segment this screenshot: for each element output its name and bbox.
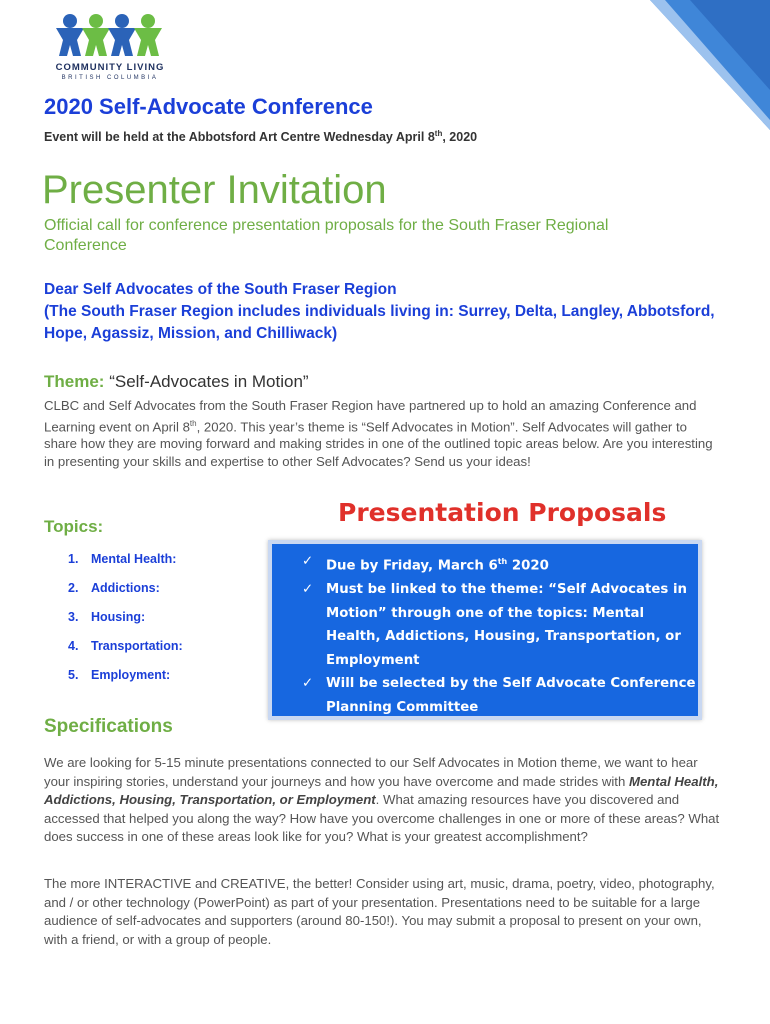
subtitle-text: Event will be held at the Abbotsford Art Centre Wednesday April 8 <box>44 130 435 145</box>
topic-number: 5. <box>68 668 79 682</box>
clbc-logo <box>48 12 168 84</box>
theme-body-a: CLBC and Self Advocates from the South Fraser Region have partnered up to hold an amazing Conference and Learning event on April 8 <box>44 398 697 434</box>
deadline-text: Due by Friday, March 6 <box>326 558 498 574</box>
specifications-heading: Specifications <box>44 716 173 737</box>
topic-label: Housing: <box>91 610 146 624</box>
proposal-item <box>302 550 697 578</box>
spec-p1-topics: Mental Health, Addictions, Housing, Transportation, or Employment <box>44 773 719 807</box>
selection-note: Will be selected by the Self Advocate Conference Planning Committee <box>326 676 696 715</box>
topic-item <box>68 668 183 697</box>
topic-number: 2. <box>68 581 79 595</box>
theme-body-b: , 2020. This year’s theme is “Self Advocates in Motion”. Self Advocates will gather to share how they are moving forward and making strides in one of the outlined topic areas below. Are you interesting in presenting your skills and expertise to other Self Advocates? Send us your ideas! <box>44 418 713 469</box>
topic-item <box>68 581 183 610</box>
checkmark-icon: ✓ <box>302 554 314 569</box>
figure-body <box>134 28 162 56</box>
figure-body <box>82 28 110 56</box>
spec-p1-a: We are looking for 5-15 minute presentations connected to our Self Advocates in Motion theme, we want to hear your inspiring stories, understand your journeys and how you have overcome and made strides with <box>44 755 698 789</box>
topic-number: 1. <box>68 552 79 566</box>
presenter-invitation-title: Presenter Invitation <box>42 168 387 212</box>
figure-head <box>115 14 129 28</box>
conference-title: 2020 Self-Advocate Conference <box>44 94 373 119</box>
theme-heading <box>44 372 309 392</box>
people-figures-icon <box>56 12 164 60</box>
deadline-year: 2020 <box>507 558 549 574</box>
proposal-item <box>302 578 697 672</box>
theme-body-sup: th <box>189 418 197 428</box>
salutation <box>44 279 734 345</box>
specifications-paragraph-1 <box>44 754 724 847</box>
theme-value: “Self-Advocates in Motion” <box>109 372 309 391</box>
proposals-box <box>268 540 702 720</box>
corner-decoration <box>620 0 770 130</box>
logo-name: COMMUNITY LIVING <box>55 62 165 73</box>
conference-subtitle <box>44 129 477 144</box>
figure-head <box>89 14 103 28</box>
theme-description <box>44 397 714 470</box>
presentation-proposals-title: Presentation Proposals <box>338 498 667 527</box>
figure-body <box>108 28 136 56</box>
checkmark-icon: ✓ <box>302 676 314 692</box>
topic-number: 3. <box>68 610 79 624</box>
topic-number: 4. <box>68 639 79 653</box>
specifications-paragraph-2: The more INTERACTIVE and CREATIVE, the better! Consider using art, music, drama, poetry, video, photography, and / or other technology (PowerPoint) as part of your presentation. Presentations need to be suitable for a large audience of self-advocates and supporters (around 80-150!). You may submit a proposal to present on your own, with a friend, or with a group of people. <box>44 876 715 947</box>
topics-heading: Topics: <box>44 517 104 536</box>
checkmark-icon: ✓ <box>302 582 314 598</box>
theme-requirement: Must be linked to the theme: “Self Advocates in Motion” through one of the topics: Mental Health, Addictions, Housing, Transportation, or Employment <box>326 582 687 668</box>
topic-label: Employment: <box>91 668 171 682</box>
deadline-sup: th <box>497 557 508 566</box>
theme-label: Theme: <box>44 372 105 391</box>
topic-item <box>68 552 183 581</box>
figure-head <box>63 14 77 28</box>
logo-subname: BRITISH COLUMBIA <box>61 75 159 81</box>
proposal-item <box>302 672 697 719</box>
call-for-proposals: Official call for conference presentation proposals for the South Fraser Regional Conference <box>44 217 609 254</box>
topic-item <box>68 639 183 668</box>
proposals-list <box>302 550 697 720</box>
topic-label: Addictions: <box>91 581 160 595</box>
spec-p1-b: . What amazing resources have you discovered and accessed that helped you along the way? How have you overcome challenges in one or more of these areas? What does success in one of these areas look like for you? What is your greatest accomplishment? <box>44 792 720 844</box>
subtitle-year: , 2020 <box>442 130 478 145</box>
subtitle-sup: th <box>434 129 443 138</box>
topic-label: Mental Health: <box>91 552 177 566</box>
figure-head <box>141 14 155 28</box>
figure-body <box>56 28 84 56</box>
region-description: (The South Fraser Region includes individuals living in: Surrey, Delta, Langley, Abbotsford, Hope, Agassiz, Mission, and Chilliwack) <box>44 303 715 342</box>
topic-label: Transportation: <box>91 639 183 653</box>
salutation-line: Dear Self Advocates of the South Fraser Region <box>44 281 397 298</box>
topic-item <box>68 610 183 639</box>
topics-list <box>68 552 183 697</box>
